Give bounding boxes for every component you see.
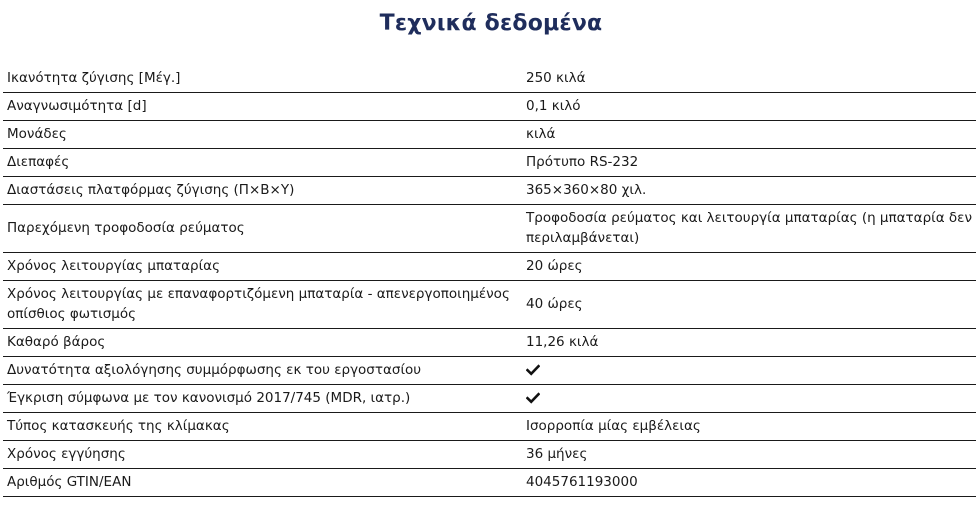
spec-value: 11,26 κιλά [526,334,599,350]
spec-label: Έγκριση σύμφωνα με τον κανονισμό 2017/745 (MDR, ιατρ.) [7,390,411,406]
spec-row-gtin-ean [3,468,976,496]
spec-row-battery-time [3,252,976,280]
spec-row-warranty [3,440,976,468]
spec-row-scale-type [3,412,976,440]
spec-value [522,384,976,412]
spec-value: 250 κιλά [526,69,586,86]
spec-row-weighing-capacity [3,64,976,92]
spec-value [522,356,976,384]
spec-label: Χρόνος λειτουργίας μπαταρίας [7,258,220,274]
spec-value: Ισορροπία μίας εμβέλειας [526,418,701,434]
spec-row-readability [3,92,976,120]
spec-value: 365×360×80 χιλ. [526,182,647,198]
spec-row-units [3,120,976,148]
spec-label: Διαστάσεις πλατφόρμας ζύγισης (Π×Β×Υ) [7,182,295,198]
spec-label: Αναγνωσιμότητα [d] [7,98,147,114]
technical-data-table [3,64,976,497]
spec-label: Τύπος κατασκευής της κλίμακας [7,418,230,434]
spec-value: Πρότυπο RS-232 [526,154,639,170]
spec-value: 0,1 κιλό [526,98,581,114]
spec-row-power-supply [3,204,976,252]
spec-label: Αριθμός GTIN/EAN [7,474,132,490]
spec-value: 4045761193000 [526,474,638,490]
spec-row-rechargeable-battery-time [3,280,976,328]
spec-label: Ικανότητα ζύγισης [Μέγ.] [7,69,181,86]
spec-label: Χρόνος λειτουργίας με επαναφορτιζόμενη μπαταρία - απενεργοποιημένος οπίσθιος φωτισμός [7,286,510,322]
spec-label: Μονάδες [7,126,67,142]
spec-row-platform-dimensions [3,176,976,204]
spec-label: Παρεχόμενη τροφοδοσία ρεύματος [7,220,245,236]
section-title: Τεχνικά δεδομένα [379,11,603,36]
spec-row-factory-conformity [3,356,976,384]
checkmark-icon [526,391,540,405]
spec-row-net-weight [3,328,976,356]
spec-label: Καθαρό βάρος [7,334,106,350]
spec-value: 20 ώρες [526,258,583,274]
spec-value: 36 μήνες [526,446,588,462]
spec-row-interfaces [3,148,976,176]
checkmark-icon [526,363,540,377]
spec-value: κιλά [526,126,556,142]
spec-label: Διεπαφές [7,154,70,170]
spec-value: 40 ώρες [526,296,583,312]
spec-label: Δυνατότητα αξιολόγησης συμμόρφωσης εκ του εργοστασίου [7,362,422,378]
spec-label: Χρόνος εγγύησης [7,446,126,462]
spec-value: Τροφοδοσία ρεύματος και λειτουργία μπαταρίας (η μπαταρία δεν περιλαμβάνεται) [526,210,973,246]
spec-row-mdr-approval [3,384,976,412]
